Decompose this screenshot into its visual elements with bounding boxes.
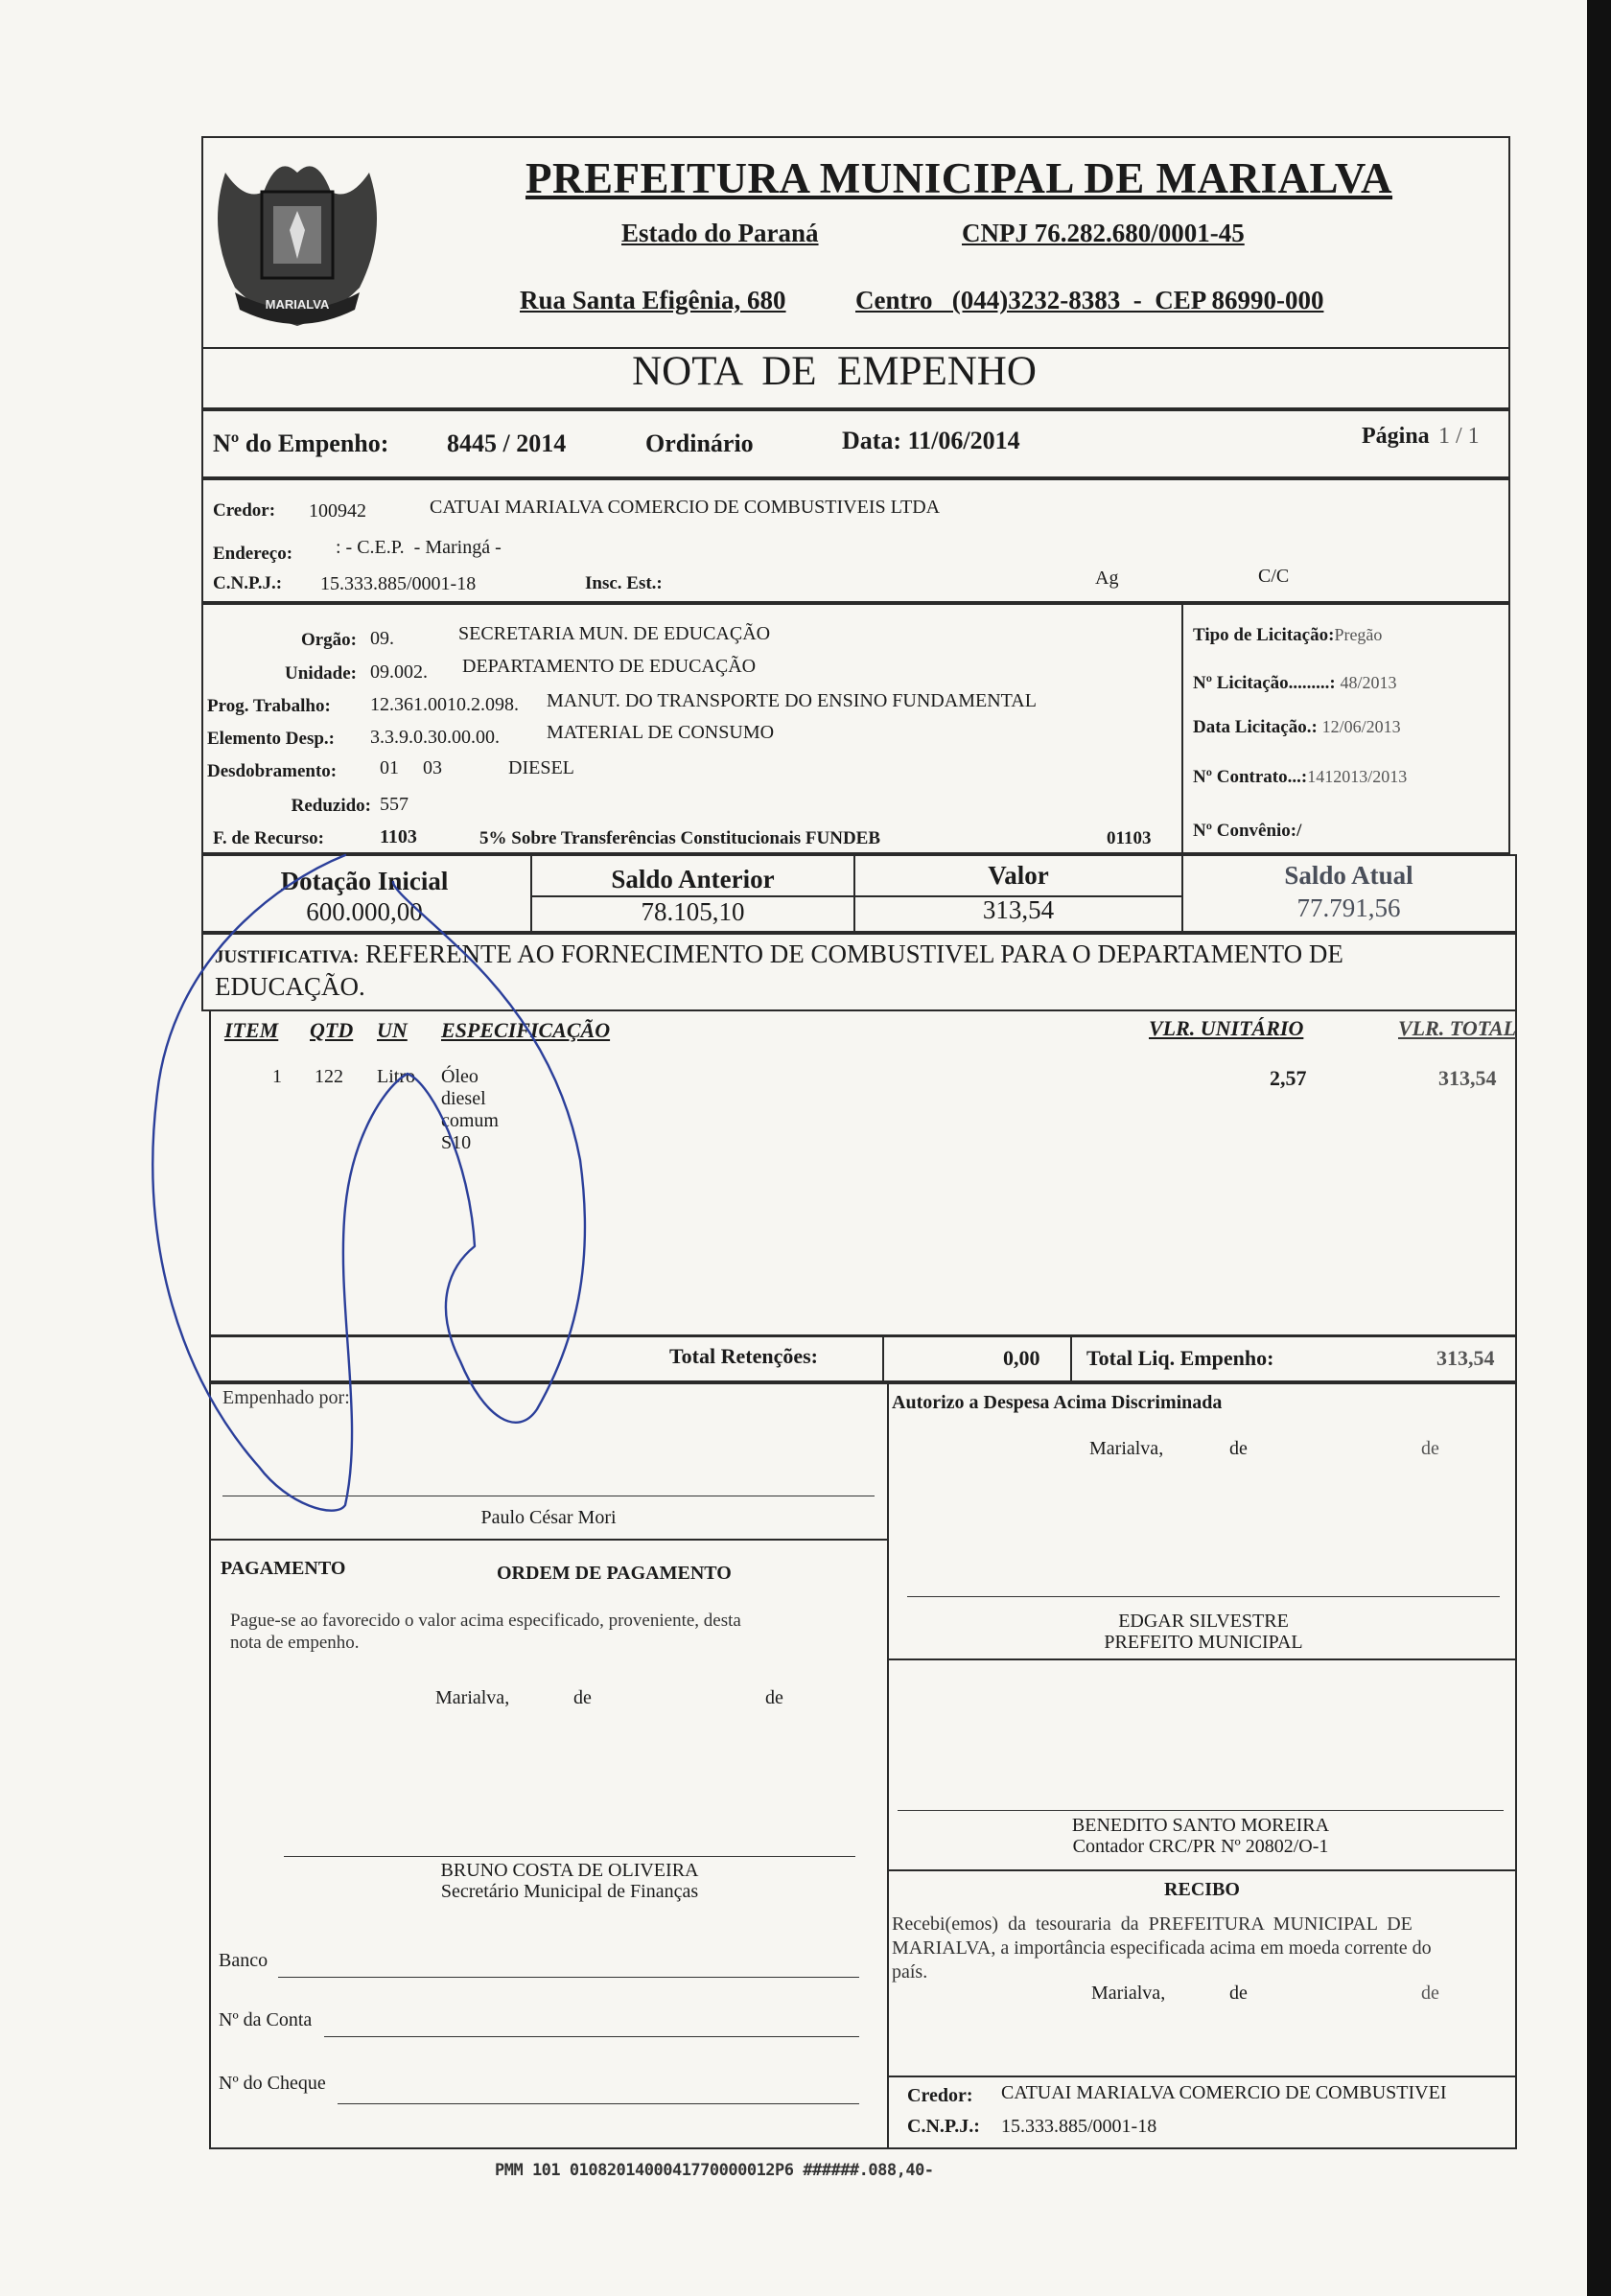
prog-trabalho-name: MANUT. DO TRANSPORTE DO ENSINO FUNDAMENTAL (547, 690, 1037, 711)
elemento-label: Elemento Desp.: (207, 729, 335, 749)
empenho-number: 8445 / 2014 (447, 429, 567, 457)
contador-signature-line (898, 1810, 1504, 1811)
pagamento-de-2: de (765, 1687, 783, 1708)
svg-text:MARIALVA: MARIALVA (265, 297, 330, 312)
num-licitacao-label: Nº Licitação.........: 48/2013 (1193, 673, 1397, 693)
secretario-signature-line (284, 1856, 855, 1857)
reduzido-label: Reduzido: (291, 796, 371, 816)
justificativa-text: REFERENTE AO FORNECIMENTO DE COMBUSTIVEL PARA O DEPARTAMENTO DE (365, 939, 1343, 968)
contador-bottom-line (887, 1869, 1517, 1871)
unidade-name: DEPARTAMENTO DE EDUCAÇÃO (462, 656, 757, 677)
unidade-code: 09.002. (370, 661, 428, 683)
recibo-credor-name: CATUAI MARIALVA COMERCIO DE COMBUSTIVEI (1001, 2082, 1447, 2103)
recibo-credor-label: Credor: (907, 2085, 973, 2106)
empenho-date: Data: 11/06/2014 (842, 427, 1020, 454)
state-name: Estado do Paraná (621, 219, 819, 247)
autorizo-marialva: Marialva, (1089, 1438, 1164, 1459)
org-title: PREFEITURA MUNICIPAL DE MARIALVA (525, 154, 1393, 202)
recibo-bottom-line (887, 2076, 1517, 2077)
scan-edge (1587, 0, 1611, 2296)
banco-line (278, 1977, 859, 1978)
signatures-center-divider (887, 1382, 889, 2149)
recibo-de-1: de (1229, 1983, 1248, 2004)
credor-label: Credor: (213, 500, 276, 521)
conta-label: Nº da Conta (219, 2009, 313, 2030)
empenhado-name: Paulo César Mori (480, 1507, 617, 1528)
org-cnpj: CNPJ 76.282.680/0001-45 (962, 219, 1245, 247)
contador-name: BENEDITO SANTO MOREIRA (1071, 1815, 1330, 1836)
dotacao-value: 600.000,00 (306, 897, 423, 926)
autorizo-de-2: de (1421, 1438, 1439, 1459)
agencia-label: Ag (1095, 568, 1119, 589)
handwritten-pen-mark (144, 844, 681, 1572)
secretario-name: BRUNO COSTA DE OLIVEIRA (440, 1860, 699, 1881)
unidade-label: Unidade: (285, 663, 357, 684)
valor-label: Valor (988, 861, 1049, 890)
item-spec: Óleo diesel comum S10 (441, 1066, 499, 1153)
insc-est-label: Insc. Est.: (585, 573, 663, 593)
orgao-name: SECRETARIA MUN. DE EDUCAÇÃO (458, 623, 771, 644)
empenho-number-label: Nº do Empenho: (213, 429, 389, 457)
elemento-code: 3.3.9.0.30.00.00. (370, 727, 500, 748)
saldo-atual-label: Saldo Atual (1284, 861, 1413, 890)
totals-divider-2 (1070, 1334, 1072, 1382)
justificativa-line-2: EDUCAÇÃO. (215, 972, 365, 1001)
item-unit-value: 2,57 (1270, 1066, 1307, 1090)
recibo-marialva: Marialva, (1091, 1983, 1166, 2004)
empenho-type: Ordinário (645, 429, 754, 457)
recibo-text-3: país. (892, 1961, 928, 1983)
item-number: 1 (272, 1066, 282, 1087)
cheque-label: Nº do Cheque (219, 2073, 326, 2094)
endereco-value: : - C.E.P. - Maringá - (336, 537, 502, 558)
autorizo-de-1: de (1229, 1438, 1248, 1459)
dotacao-label: Dotação Inicial (280, 867, 449, 895)
fonte-code: 1103 (380, 826, 417, 847)
item-un: Litro (377, 1066, 415, 1087)
recibo-text-1: Recebi(emos) da tesouraria da PREFEITURA MUNICIPAL DE (892, 1913, 1413, 1935)
prog-trabalho-label: Prog. Trabalho: (207, 696, 331, 716)
total-retencoes-value: 0,00 (1003, 1346, 1040, 1370)
contrato-value: 1412013/2013 (1307, 767, 1408, 786)
total-liquido-label: Total Liq. Empenho: (1086, 1346, 1274, 1370)
recibo-title: RECIBO (1164, 1879, 1240, 1900)
pague-text-2: nota de empenho. (230, 1633, 360, 1653)
pagamento-marialva: Marialva, (435, 1687, 510, 1708)
contador-role: Contador CRC/PR Nº 20802/O-1 (1072, 1836, 1329, 1857)
recibo-de-2: de (1421, 1983, 1439, 2004)
total-liquido-value: 313,54 (1436, 1346, 1495, 1370)
item-qtd: 122 (315, 1066, 343, 1087)
data-licitacao-value: 12/06/2013 (1321, 717, 1401, 736)
col-qtd: QTD (310, 1018, 354, 1042)
conta-corrente-label: C/C (1258, 566, 1290, 587)
item-total-value: 313,54 (1438, 1066, 1497, 1090)
banco-label: Banco (219, 1950, 268, 1971)
elemento-name: MATERIAL DE CONSUMO (547, 722, 775, 743)
empenhado-label: Empenhado por: (222, 1387, 350, 1408)
convenio-label: Nº Convênio:/ (1193, 821, 1302, 841)
budget-divider (1181, 603, 1183, 854)
saldo-atual-value: 77.791,56 (1296, 893, 1401, 922)
orgao-code: 09. (370, 628, 394, 649)
contrato-label: Nº Contrato...:1412013/2013 (1193, 767, 1408, 787)
page-number: 1 / 1 (1438, 424, 1480, 449)
fonte-name: 5% Sobre Transferências Constitucionais FUNDEB (479, 828, 881, 848)
recibo-text-2: MARIALVA, a importância especificada acima em moeda corrente do (892, 1937, 1432, 1959)
prefeito-signature-line (907, 1596, 1500, 1597)
prefeito-name: EDGAR SILVESTRE (1118, 1611, 1289, 1632)
recibo-cnpj-label: C.N.P.J.: (907, 2116, 980, 2137)
conta-line (324, 2036, 859, 2037)
pagamento-title: PAGAMENTO (221, 1558, 346, 1579)
page-label: Página (1362, 424, 1430, 449)
document-title: NOTA DE EMPENHO (632, 349, 1037, 394)
col-un: UN (377, 1018, 408, 1042)
autorizo-text: Autorizo a Despesa Acima Discriminada (892, 1392, 1223, 1413)
municipal-crest-icon (197, 134, 398, 340)
ordem-pagamento-title: ORDEM DE PAGAMENTO (497, 1563, 732, 1584)
desdobramento-code: 01 03 (380, 757, 442, 778)
credor-name: CATUAI MARIALVA COMERCIO DE COMBUSTIVEIS LTDA (430, 497, 941, 518)
address-rest: Centro (044)3232-8383 - CEP 86990-000 (855, 286, 1324, 314)
credor-cnpj: 15.333.885/0001-18 (320, 573, 477, 594)
fonte-number: 01103 (1107, 828, 1152, 848)
pague-text-1: Pague-se ao favorecido o valor acima especificado, proveniente, desta (230, 1611, 741, 1631)
justificativa-label: JUSTIFICATIVA: (215, 947, 360, 967)
data-licitacao-label: Data Licitação.: 12/06/2013 (1193, 717, 1401, 737)
totals-divider-1 (882, 1334, 884, 1382)
prefeito-role: PREFEITO MUNICIPAL (1104, 1632, 1303, 1653)
address-street: Rua Santa Efigênia, 680 (520, 286, 786, 314)
credor-cnpj-label: C.N.P.J.: (213, 573, 283, 593)
tipo-licitacao-value: Pregão (1334, 625, 1383, 644)
desdobramento-label: Desdobramento: (207, 761, 338, 781)
col-unit-value: VLR. UNITÁRIO (1149, 1016, 1304, 1040)
saldo-anterior-label: Saldo Anterior (611, 865, 775, 893)
fonte-label: F. de Recurso: (213, 828, 324, 848)
pagamento-de-1: de (573, 1687, 592, 1708)
prefeito-bottom-line (887, 1658, 1517, 1660)
credor-code: 100942 (309, 500, 366, 522)
secretario-role: Secretário Municipal de Finanças (440, 1881, 699, 1902)
col-item: ITEM (224, 1018, 279, 1042)
endereco-label: Endereço: (213, 544, 293, 564)
barcode-text: PMM 101 0108201400041770000012P6 ######.088,40- (495, 2161, 934, 2180)
valor-value: 313,54 (982, 895, 1055, 924)
prog-trabalho-code: 12.361.0010.2.098. (370, 694, 519, 715)
col-total-value: VLR. TOTAL (1398, 1016, 1517, 1040)
desdobramento-name: DIESEL (508, 757, 574, 778)
num-licitacao-value: 48/2013 (1340, 673, 1397, 692)
saldo-anterior-value: 78.105,10 (641, 897, 745, 926)
recibo-cnpj: 15.333.885/0001-18 (1001, 2116, 1157, 2137)
total-retencoes-label: Total Retenções: (669, 1344, 818, 1368)
tipo-licitacao-label: Tipo de Licitação:Pregão (1193, 625, 1383, 645)
col-spec: ESPECIFICAÇÃO (441, 1018, 611, 1042)
cheque-line (338, 2103, 859, 2104)
reduzido-value: 557 (380, 794, 409, 815)
orgao-label: Orgão: (300, 630, 357, 650)
